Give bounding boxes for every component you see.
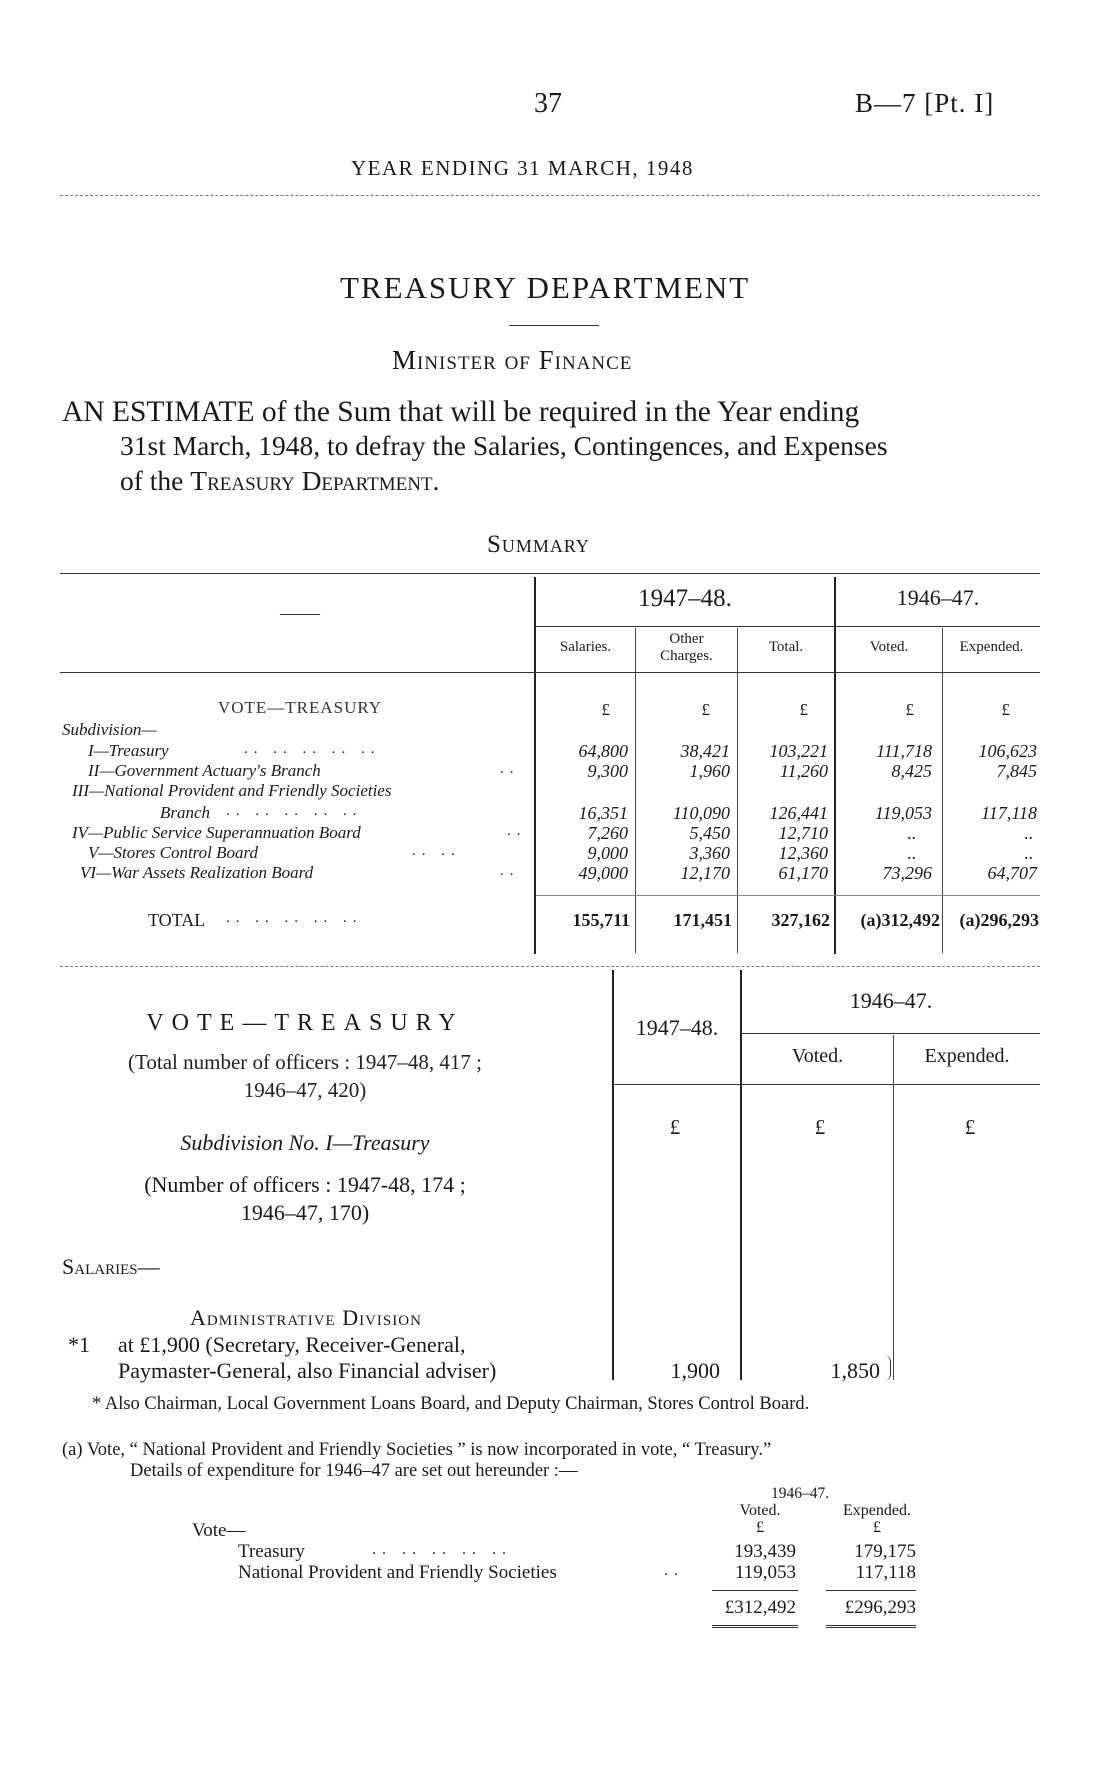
vote-currency: £ (814, 1115, 826, 1139)
summary-cell-salaries: 7,260 (587, 823, 628, 843)
summary-row-leader: .. .. (412, 843, 461, 859)
summary-heading: Summary (487, 531, 590, 558)
summary-cell-other: 5,450 (689, 823, 730, 843)
vote-vline (740, 970, 742, 1380)
summary-cell-salaries: 16,351 (578, 803, 628, 823)
summary-cell-voted: 111,718 (876, 741, 932, 761)
vote-title: VOTE—TREASURY (146, 1010, 464, 1036)
summary-row-label: V—Stores Control Board (88, 843, 259, 862)
summary-subhead-rule (536, 626, 1040, 627)
detail-total-double-rule (712, 1625, 798, 1628)
summary-vline (942, 628, 943, 953)
detail-col-expended: Expended. (843, 1502, 911, 1519)
summary-total-voted: (a)312,492 (860, 910, 940, 930)
salaries-heading: Salaries— (62, 1254, 160, 1279)
detail-currency: £ (756, 1519, 764, 1536)
summary-row-label: III—National Provident and Friendly Societies (72, 781, 392, 800)
summary-cell-voted: 119,053 (874, 803, 932, 823)
summary-row-label: IV—Public Service Superannuation Board (72, 823, 361, 842)
summary-cell-expended: 7,845 (996, 761, 1037, 781)
summary-total-leader: .. .. .. .. .. (226, 910, 363, 926)
summary-currency: £ (905, 700, 914, 719)
vote-sub-officers-line-1: (Number of officers : 1947-48, 174 ; (144, 1172, 466, 1197)
administrative-division-heading: Administrative Division (190, 1305, 422, 1330)
detail-total-double-rule (826, 1625, 916, 1628)
summary-head-bottom-rule (60, 672, 1040, 673)
header-rule (60, 195, 1040, 196)
summary-total-label: TOTAL (148, 910, 206, 930)
summary-cell-voted: .. (907, 823, 916, 843)
summary-row-leader: .. (500, 761, 520, 777)
footnote-a-line-2: Details of expenditure for 1946–47 are set out hereunder :— (130, 1461, 578, 1481)
detail-subtotal-rule (826, 1590, 916, 1591)
summary-row-leader: .. (500, 863, 520, 879)
summary-cell-expended: .. (1024, 843, 1033, 863)
bracket-mark (884, 1355, 891, 1381)
summary-cell-expended: 64,707 (987, 863, 1037, 883)
detail-col-year: 1946–47. (770, 1485, 830, 1502)
estimate-line-3-prefix: of the (120, 465, 191, 496)
summary-cell-other: 38,421 (680, 741, 730, 761)
running-title: YEAR ENDING 31 MARCH, 1948 (351, 156, 694, 180)
summary-currency: £ (601, 700, 610, 719)
item-marker: *1 (68, 1332, 90, 1357)
vote-head-bottom-rule (614, 1084, 1040, 1085)
detail-row-label: Treasury (238, 1541, 305, 1562)
summary-cell-other: 12,170 (680, 863, 730, 883)
summary-total-other: 171,451 (673, 910, 732, 930)
detail-row-leader: .. (664, 1562, 684, 1579)
vote-col-voted: Voted. (791, 1045, 844, 1067)
summary-cell-voted: .. (907, 843, 916, 863)
detail-row-label: National Provident and Friendly Societies (238, 1562, 557, 1583)
summary-cell-expended: 117,118 (981, 803, 1037, 823)
vote-currency: £ (964, 1115, 976, 1139)
summary-cell-salaries: 9,000 (587, 843, 628, 863)
summary-currency: £ (701, 700, 710, 719)
summary-cell-total: 126,441 (769, 803, 828, 823)
detail-total-expended: £296,293 (844, 1597, 916, 1618)
summary-cell-total: 12,360 (778, 843, 828, 863)
detail-row-expended: 179,175 (854, 1541, 916, 1562)
summary-sub-expended: Expended. (959, 639, 1024, 655)
summary-vline (635, 628, 636, 953)
summary-col-dash: —— (280, 602, 320, 624)
summary-total-expended: (a)296,293 (959, 910, 1039, 930)
minister-title: Minister of Finance (392, 345, 633, 375)
vote-officers-line-2: 1946–47, 420) (243, 1078, 367, 1102)
summary-currency: £ (799, 700, 808, 719)
vote-col-expended: Expended. (924, 1045, 1010, 1067)
summary-col-1946: 1946–47. (896, 585, 980, 610)
summary-cell-other: 110,090 (672, 803, 730, 823)
vote-officers-line-1: (Total number of officers : 1947–48, 417 ; (128, 1050, 482, 1074)
vote-currency: £ (669, 1115, 681, 1139)
summary-subdivision-label: Subdivision— (62, 720, 157, 739)
summary-cell-expended: .. (1024, 823, 1033, 843)
footnote-star: * Also Chairman, Local Government Loans Board, and Deputy Chairman, Stores Control Board. (92, 1394, 810, 1414)
summary-col-1947: 1947–48. (638, 585, 732, 612)
item-amount-1947: 1,900 (670, 1358, 720, 1383)
summary-end-rule (60, 966, 1040, 967)
summary-cell-expended: 106,623 (978, 741, 1037, 761)
summary-row-label: I—Treasury (88, 741, 169, 760)
detail-row-voted: 193,439 (734, 1541, 796, 1562)
summary-cell-total: 103,221 (769, 741, 828, 761)
item-amount-voted: 1,850 (830, 1358, 880, 1383)
summary-sub-total: Total. (768, 639, 804, 655)
summary-sub-salaries: Salaries. (559, 639, 612, 655)
summary-row-leader: .. (507, 823, 527, 839)
page-number: 37 (534, 88, 562, 119)
vote-col-1947: 1947–48. (635, 1015, 719, 1040)
summary-cell-salaries: 9,300 (587, 761, 628, 781)
summary-sub-voted: Voted. (869, 639, 909, 655)
department-title: TREASURY DEPARTMENT (340, 270, 751, 305)
summary-total-total: 327,162 (771, 910, 830, 930)
detail-subtotal-rule (712, 1590, 798, 1591)
summary-cell-salaries: 49,000 (578, 863, 628, 883)
detail-row-leader: .. .. .. .. .. (372, 1541, 512, 1558)
estimate-line-3-department: Treasury Department. (190, 465, 440, 496)
summary-vote-label: VOTE—TREASURY (217, 698, 383, 717)
summary-currency: £ (1001, 700, 1010, 719)
item-description-line-2: Paymaster-General, also Financial adviser) (118, 1358, 497, 1383)
estimate-line-2: 31st March, 1948, to defray the Salaries, Contingences, and Expenses (120, 430, 888, 461)
item-description-line-1: at £1,900 (Secretary, Receiver-General, (118, 1332, 466, 1357)
summary-cell-voted: 73,296 (882, 863, 932, 883)
summary-cell-total: 61,170 (778, 863, 828, 883)
document-reference: B—7 [Pt. I] (855, 88, 995, 118)
detail-vote-label: Vote— (192, 1520, 246, 1541)
summary-total-rule (536, 895, 1040, 896)
vote-vline (893, 1035, 894, 1380)
summary-sub-other-2: Charges. (660, 648, 713, 664)
detail-row-expended: 117,118 (855, 1562, 916, 1583)
vote-col-1946: 1946–47. (849, 988, 933, 1013)
summary-cell-other: 1,960 (689, 761, 730, 781)
summary-vline (737, 628, 738, 953)
summary-total-salaries: 155,711 (572, 910, 630, 930)
estimate-line-1: AN ESTIMATE of the Sum that will be required in the Year ending (62, 396, 860, 428)
summary-cell-salaries: 64,800 (578, 741, 628, 761)
footnote-a-line-1: (a) Vote, “ National Provident and Friendly Societies ” is now incorporated in vote, “ Treasury.” (62, 1440, 772, 1460)
summary-row-label: II—Government Actuary's Branch (88, 761, 321, 780)
summary-row-label: VI—War Assets Realization Board (80, 863, 314, 882)
summary-sub-other-1: Other (669, 631, 704, 647)
summary-cell-total: 11,260 (779, 761, 828, 781)
vote-sub-officers-line-2: 1946–47, 170) (240, 1200, 370, 1225)
summary-row-leader: .. .. .. .. .. (226, 803, 363, 819)
detail-total-voted: £312,492 (724, 1597, 796, 1618)
vote-subdivision: Subdivision No. I—Treasury (180, 1130, 430, 1155)
summary-row-label: Branch (160, 803, 211, 822)
detail-col-voted: Voted. (739, 1502, 781, 1519)
summary-cell-total: 12,710 (778, 823, 828, 843)
detail-row-voted: 119,053 (734, 1562, 796, 1583)
estimate-line-3 (120, 465, 439, 497)
summary-cell-voted: 8,425 (891, 761, 932, 781)
summary-top-rule (60, 573, 1040, 574)
detail-currency: £ (873, 1519, 881, 1536)
summary-row-leader: .. .. .. .. .. (244, 741, 381, 757)
title-rule (509, 325, 599, 326)
summary-cell-other: 3,360 (689, 843, 730, 863)
vote-subhead-rule (742, 1033, 1040, 1034)
